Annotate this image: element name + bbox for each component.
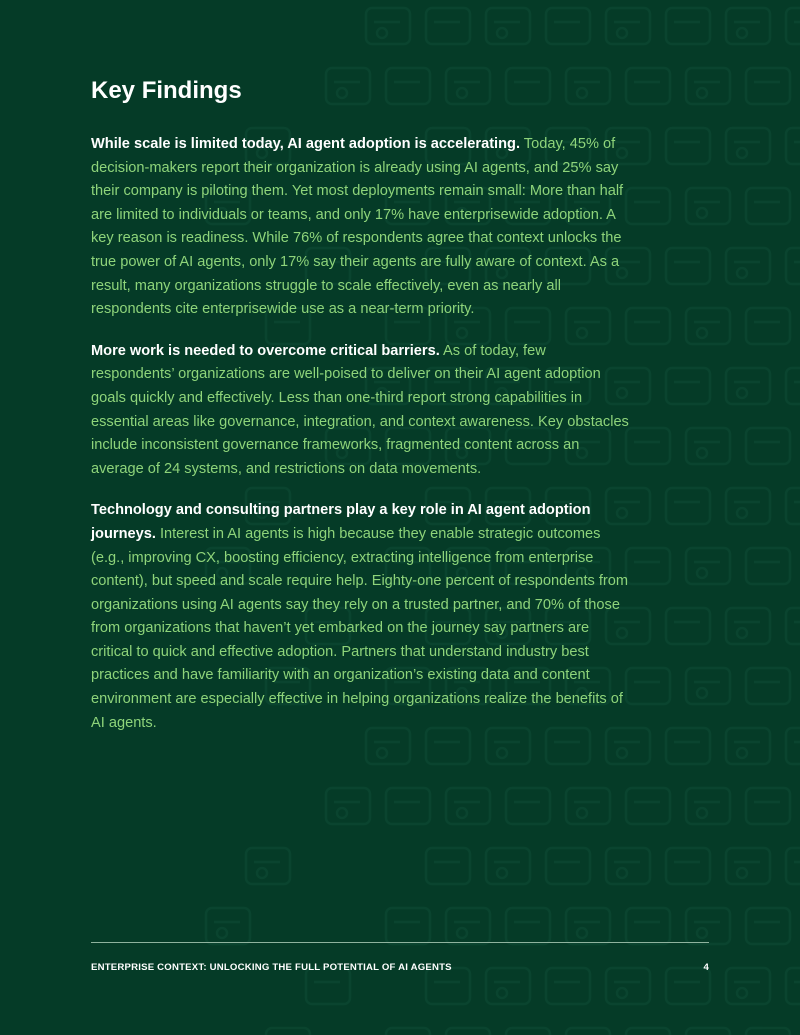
pattern-tile — [726, 128, 770, 164]
pattern-dot — [617, 28, 627, 38]
pattern-dot — [697, 208, 707, 218]
pattern-dot — [737, 628, 747, 638]
pattern-tile — [746, 908, 790, 944]
pattern-tile — [566, 788, 610, 824]
pattern-tile — [666, 608, 710, 644]
pattern-tile — [746, 668, 790, 704]
pattern-tile — [726, 8, 770, 44]
pattern-tile — [746, 428, 790, 464]
finding-paragraph-2 — [91, 340, 631, 482]
pattern-tile — [786, 368, 800, 404]
finding-lead-2: More work is needed to overcome critical barriers. — [91, 342, 440, 359]
pattern-tile — [786, 608, 800, 644]
pattern-tile — [686, 668, 730, 704]
finding-lead-3: Technology and consulting partners play a key role in AI agent adoption journeys. — [91, 502, 591, 542]
pattern-tile — [486, 8, 530, 44]
pattern-dot — [697, 328, 707, 338]
pattern-tile — [606, 8, 650, 44]
pattern-tile — [446, 788, 490, 824]
pattern-tile — [506, 788, 550, 824]
pattern-tile — [626, 188, 670, 224]
pattern-dot — [577, 928, 587, 938]
pattern-tile — [726, 248, 770, 284]
pattern-tile — [746, 68, 790, 104]
pattern-tile — [786, 488, 800, 524]
pattern-tile — [746, 1028, 790, 1035]
pattern-dot — [737, 988, 747, 998]
pattern-dot — [697, 88, 707, 98]
pattern-dot — [697, 808, 707, 818]
pattern-tile — [746, 788, 790, 824]
pattern-tile — [366, 8, 410, 44]
pattern-tile — [786, 128, 800, 164]
pattern-tile — [626, 1028, 670, 1035]
pattern-dot — [377, 28, 387, 38]
pattern-dot — [697, 568, 707, 578]
pattern-tile — [686, 548, 730, 584]
pattern-tile — [666, 128, 710, 164]
finding-body-1: Today, 45% of decision-makers report their organization is already using AI agents, and 25% say their company is piloting them. Yet most deployments remain small: More than half are limited to individuals or teams, and only 17% have enterprisewide adoption. A key reason is readiness. While 76% of respondents agree that context unlocks the true power of AI agents, only 17% say their agents are fully aware of context. As a result, many organizations struggle to scale effectively, even as nearly all respondents cite enterprisewide use as a near-term priority. — [91, 136, 624, 318]
page-title: Key Findings — [91, 77, 242, 104]
pattern-dot — [577, 808, 587, 818]
pattern-tile — [686, 188, 730, 224]
pattern-tile — [726, 608, 770, 644]
pattern-tile — [546, 848, 590, 884]
pattern-tile — [566, 1028, 610, 1035]
pattern-tile — [426, 8, 470, 44]
pattern-tile — [506, 908, 550, 944]
pattern-tile — [626, 548, 670, 584]
pattern-dot — [217, 928, 227, 938]
pattern-tile — [746, 548, 790, 584]
pattern-tile — [246, 848, 290, 884]
finding-lead-1: While scale is limited today, AI agent adoption is accelerating. — [91, 136, 520, 152]
footer-document-title: ENTERPRISE CONTEXT: UNLOCKING THE FULL POTENTIAL OF AI AGENTS — [91, 962, 452, 973]
pattern-dot — [697, 688, 707, 698]
key-findings-section — [91, 76, 631, 753]
finding-body-3: Interest in AI agents is high because they enable strategic outcomes (e.g., improving CX, boosting efficiency, extracting intelligence from enterprise content), but speed and scale require help. Eighty-one percent of respondents from organizations using AI agents say they rely on a trusted partner, and 70% of those from organizations that haven’t yet embarked on the journey say partners are critical to quick and effective adoption. Partners that understand industry best practices and have familiarity with an organization’s existing data and content environment are especially effective in helping organizations realize the benefits of AI agents. — [91, 525, 629, 731]
pattern-tile — [666, 8, 710, 44]
pattern-dot — [617, 868, 627, 878]
page-number: 4 — [703, 962, 709, 973]
pattern-tile — [726, 728, 770, 764]
pattern-dot — [737, 868, 747, 878]
page-footer — [91, 962, 709, 974]
pattern-tile — [746, 308, 790, 344]
pattern-tile — [486, 848, 530, 884]
pattern-dot — [737, 28, 747, 38]
pattern-dot — [497, 868, 507, 878]
pattern-dot — [737, 388, 747, 398]
pattern-tile — [266, 1028, 310, 1035]
pattern-dot — [617, 988, 627, 998]
pattern-tile — [666, 368, 710, 404]
pattern-tile — [386, 788, 430, 824]
pattern-dot — [497, 988, 507, 998]
pattern-dot — [497, 28, 507, 38]
pattern-tile — [506, 1028, 550, 1035]
pattern-tile — [626, 668, 670, 704]
pattern-tile — [726, 488, 770, 524]
pattern-tile — [686, 68, 730, 104]
pattern-tile — [786, 848, 800, 884]
pattern-tile — [786, 968, 800, 1004]
pattern-tile — [566, 908, 610, 944]
finding-paragraph-1 — [91, 133, 631, 322]
pattern-tile — [326, 788, 370, 824]
pattern-dot — [457, 808, 467, 818]
pattern-dot — [737, 268, 747, 278]
pattern-tile — [686, 908, 730, 944]
pattern-dot — [697, 928, 707, 938]
pattern-dot — [737, 508, 747, 518]
pattern-tile — [786, 8, 800, 44]
pattern-tile — [626, 908, 670, 944]
finding-body-2: As of today, few respondents’ organizations are well-poised to deliver on their AI agent adoption goals quickly and effectively. Less than one-third report strong capabilities in essential areas like governance, integration, and context awareness. Key obstacles include inconsistent governance frameworks, fragmented content across an average of 24 systems, and restrictions on data movements. — [91, 342, 629, 477]
pattern-tile — [786, 728, 800, 764]
pattern-tile — [686, 1028, 730, 1035]
pattern-dot — [337, 808, 347, 818]
pattern-tile — [626, 428, 670, 464]
finding-paragraph-3 — [91, 499, 631, 735]
pattern-tile — [626, 68, 670, 104]
pattern-tile — [386, 1028, 430, 1035]
pattern-tile — [626, 308, 670, 344]
pattern-tile — [666, 728, 710, 764]
pattern-tile — [726, 968, 770, 1004]
pattern-tile — [626, 788, 670, 824]
pattern-tile — [446, 1028, 490, 1035]
pattern-tile — [666, 488, 710, 524]
pattern-dot — [737, 148, 747, 158]
pattern-tile — [606, 848, 650, 884]
pattern-tile — [666, 248, 710, 284]
pattern-tile — [666, 848, 710, 884]
pattern-dot — [257, 868, 267, 878]
pattern-tile — [786, 248, 800, 284]
pattern-tile — [686, 428, 730, 464]
pattern-tile — [446, 908, 490, 944]
pattern-tile — [546, 8, 590, 44]
pattern-tile — [686, 308, 730, 344]
pattern-dot — [737, 748, 747, 758]
pattern-dot — [697, 448, 707, 458]
pattern-tile — [746, 188, 790, 224]
pattern-tile — [726, 368, 770, 404]
pattern-dot — [457, 928, 467, 938]
footer-divider — [91, 942, 709, 943]
pattern-tile — [386, 908, 430, 944]
pattern-tile — [686, 788, 730, 824]
pattern-tile — [726, 848, 770, 884]
pattern-tile — [206, 908, 250, 944]
pattern-tile — [426, 848, 470, 884]
